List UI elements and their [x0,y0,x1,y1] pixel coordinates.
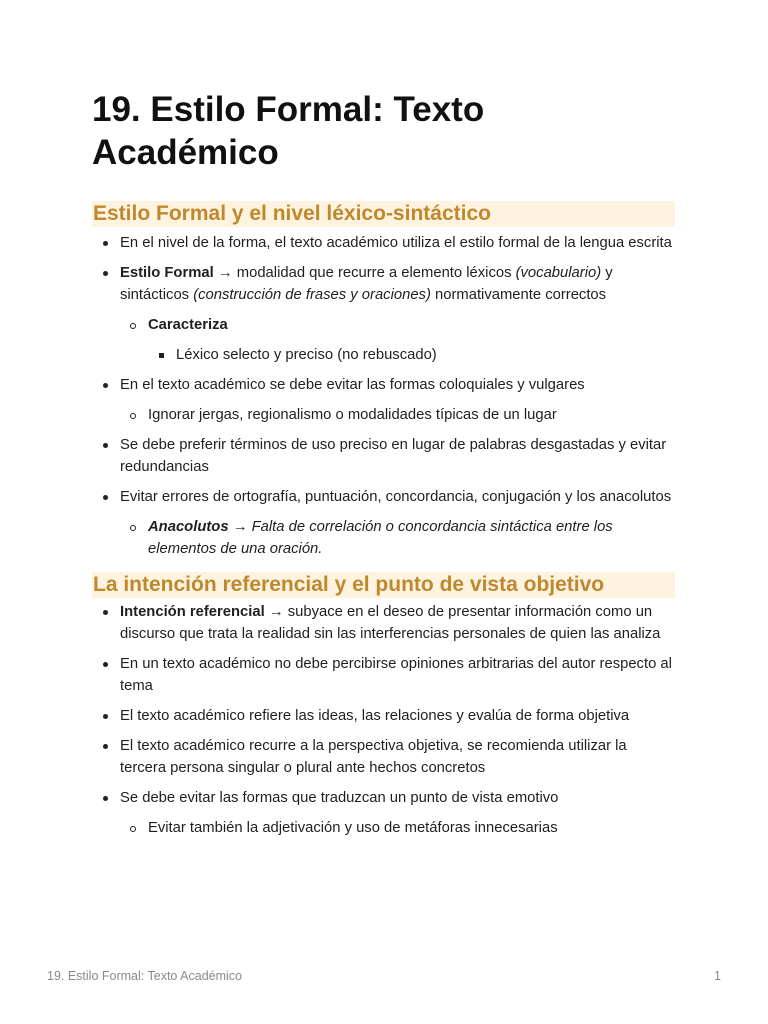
definition-text: Falta de correlación o concordancia sintáctica entre los elementos de una oración. [148,519,613,557]
arrow-glyph: → [217,265,233,281]
list-item [92,787,675,809]
list-item-text: Léxico selecto y preciso (no rebuscado) [176,347,437,363]
list-item [92,601,675,645]
list-item [92,314,675,336]
list-item [92,516,675,560]
term-label: Intención referencial [120,604,265,620]
list-item [92,705,675,727]
list-item-text: Evitar errores de ortografía, puntuación, concordancia, conjugación y los anacolutos [120,489,672,505]
list-item [92,344,675,366]
term-label: Anacolutos [148,519,229,535]
footer-page-number: 1 [714,969,721,983]
list-item-text: Evitar también la adjetivación y uso de metáforas innecesarias [148,820,558,836]
list-item-text: Se debe preferir términos de uso preciso en lugar de palabras desgastadas y evitar redundancias [120,437,667,475]
section-heading-intencion-referencial: La intención referencial y el punto de vista objetivo [92,572,675,598]
list-item-text: En un texto académico no debe percibirse opiniones arbitrarias del autor respecto al tema [120,656,672,694]
list-item-text: Ignorar jergas, regionalismo o modalidades típicas de un lugar [148,407,557,423]
definition-text: y sintácticos [120,265,613,303]
list-item [92,817,675,839]
term-label: Estilo Formal [120,265,214,281]
definition-text: normativamente correctos [430,287,607,303]
list-item [92,434,675,478]
list-item [92,232,675,254]
definition-italic: (construcción de frases y oraciones) [193,287,431,303]
arrow-glyph: → [268,604,284,620]
list-item-text: Caracteriza [148,317,228,333]
list-item-text: En el texto académico se debe evitar las formas coloquiales y vulgares [120,377,585,393]
list-item [92,653,675,697]
section-estilo-formal-list [92,232,675,560]
list-item [92,735,675,779]
list-item [92,374,675,396]
definition-italic: (vocabulario) [515,265,602,281]
page-title: 19. Estilo Formal: Texto Académico [92,90,485,172]
section-heading-estilo-formal: Estilo Formal y el nivel léxico-sintáctico [92,201,675,227]
section-intencion-referencial-list [92,601,675,839]
definition-text: subyace en el deseo de presentar información como un discurso que trata la realidad sin las interferencias personales de quien las analiza [120,604,661,642]
document-page [92,88,675,839]
list-item-text: El texto académico recurre a la perspectiva objetiva, se recomienda utilizar la tercera persona singular o plural ante hechos concretos [120,738,627,776]
list-item [92,404,675,426]
list-item-text: El texto académico refiere las ideas, las relaciones y evalúa de forma objetiva [120,708,630,724]
list-item [92,486,675,508]
list-item-text: En el nivel de la forma, el texto académico utiliza el estilo formal de la lengua escrita [120,235,672,251]
definition-text: modalidad que recurre a elemento léxicos [232,265,516,281]
list-item-text: Se debe evitar las formas que traduzcan un punto de vista emotivo [120,790,559,806]
list-item [92,262,675,306]
arrow-glyph: → [232,519,248,535]
footer-document-title: 19. Estilo Formal: Texto Académico [47,969,242,983]
